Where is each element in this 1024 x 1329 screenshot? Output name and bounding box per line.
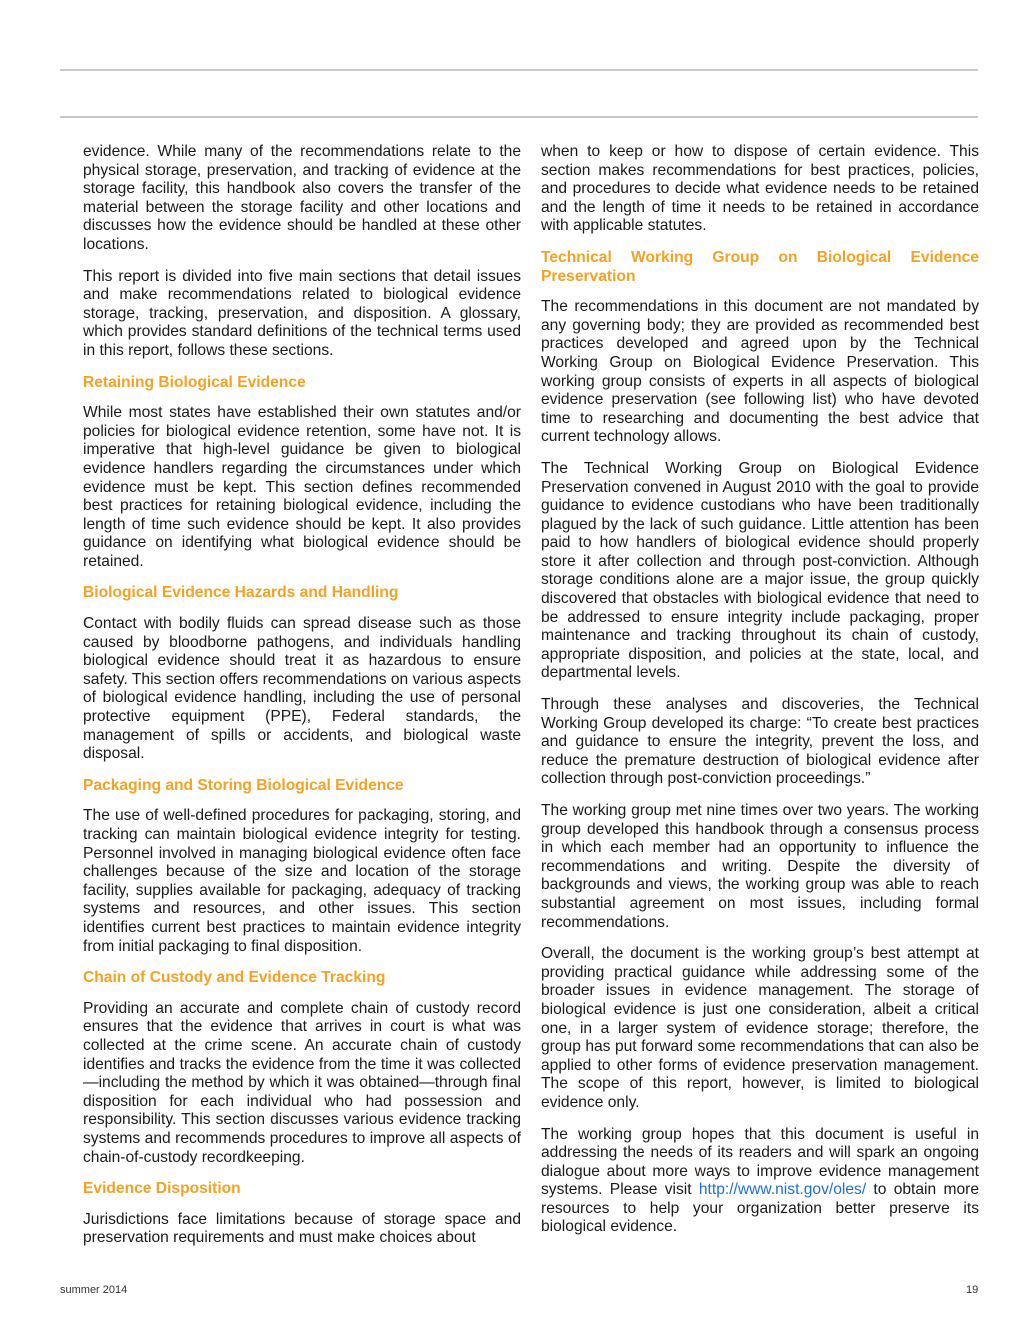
closing-text-after-link: to obtain more resources to help your organization better preserve its biological evidence.: [541, 1181, 979, 1236]
heading-technical-working-group: Technical Working Group on Biological Evidence Preservation: [541, 248, 979, 285]
footer-issue-label: summer 2014: [60, 1284, 128, 1296]
custody-paragraph: Providing an accurate and complete chain of custody record ensures that the evidence that arrives in court is what was collected at the crime scene. An accurate chain of custody identifies and tracks the evidence from the time it was collected—including the method by which it was obtained—through final disposition for each individual who had possession and responsibility. This section discusses various evidence tracking systems and recommends procedures to improve all aspects of chain-of-custody recordkeeping.: [83, 999, 521, 1166]
header-rule-top: [60, 69, 978, 71]
closing-paragraph: [541, 1126, 979, 1238]
nist-oles-link[interactable]: http://www.nist.gov/oles/: [698, 1181, 867, 1199]
twg-mandate-paragraph: The recommendations in this document are not mandated by any governing body; they are provided as recommended best practices developed and agreed upon by the Technical Working Group on Biological Evidence Preservation. This working group consists of experts in all aspects of biological evidence preservation (see following list) who have devoted time to researching and documenting the best advice that current technology allows.: [541, 298, 979, 446]
twg-convened-paragraph: The Technical Working Group on Biological Evidence Preservation convened in August 2010 with the goal to provide guidance to evidence custodians who have been traditionally plagued by the lack of such guidance. Little attention has been paid to how handlers of biological evidence should properly store it after collection and through post-conviction. Although storage conditions alone are a major issue, the group quickly discovered that obstacles with biological evidence that need to be addressed to ensure integrity include packaging, proper maintenance and tracking throughout its chain of custody, appropriate disposition, and policies at the state, local, and departmental levels.: [541, 459, 979, 682]
disposition-paragraph-continued: when to keep or how to dispose of certain evidence. This section makes recommendations for best practices, policies, and procedures to decide what evidence needs to be retained and the length of time it needs to be retained in accordance with applicable statutes.: [541, 143, 979, 235]
hazards-paragraph: Contact with bodily fluids can spread disease such as those caused by bloodborne pathogens, and individuals handling biological evidence should treat it as hazardous to ensure safety. This section offers recommendations on various aspects of biological evidence handling, including the use of personal protective equipment (PPE), Federal standards, the management of spills or accidents, and biological waste disposal.: [83, 615, 521, 763]
heading-chain-of-custody: Chain of Custody and Evidence Tracking: [83, 969, 386, 987]
footer-page-number: 19: [966, 1284, 979, 1296]
twg-meetings-paragraph: The working group met nine times over two years. The working group developed this handbook through a consensus process in which each member had an opportunity to influence the recommendations and writing. Despite the diversity of backgrounds and views, the working group was able to reach substantial agreement on most issues, including formal recommendations.: [541, 802, 979, 931]
disposition-paragraph: Jurisdictions face limitations because of storage space and preservation requirements and must make choices about: [83, 1210, 521, 1247]
closing-text-before-link: The working group hopes that this document is useful in addressing the needs of its readers and will spark an ongoing dialogue about more ways to improve evidence management systems. Please visit: [541, 1125, 979, 1199]
right-column: [541, 143, 979, 1250]
intro-paragraph-continued: evidence. While many of the recommendations relate to the physical storage, preservation, and tracking of evidence at the storage facility, this handbook also covers the transfer of the material between the storage facility and other locations and discusses how the evidence should be handled at these other locations.: [83, 143, 521, 253]
heading-packaging-and-storing: Packaging and Storing Biological Evidence: [83, 776, 404, 794]
heading-hazards-and-handling: Biological Evidence Hazards and Handling: [83, 584, 399, 602]
twg-charge-paragraph: Through these analyses and discoveries, the Technical Working Group developed its charge: “To create best practices and guidance to ensure the integrity, prevent the loss, and reduce the premature destruction of biological evidence after collection through post-conviction proceedings.”: [541, 696, 979, 788]
packaging-paragraph: The use of well-defined procedures for packaging, storing, and tracking can maintain biological evidence integrity for testing. Personnel involved in managing biological evidence often face challenges because of the size and location of the storage facility, supplies available for packaging, adequacy of tracking systems and resources, and other issues. This section identifies current best practices to maintain evidence integrity from initial packaging to final disposition.: [83, 807, 521, 955]
sections-overview-paragraph: This report is divided into five main sections that detail issues and make recommendations related to biological evidence storage, tracking, preservation, and disposition. A glossary, which provides standard definitions of the technical terms used in this report, follows these sections.: [83, 267, 521, 359]
heading-evidence-disposition: Evidence Disposition: [83, 1180, 241, 1198]
heading-retaining-biological-evidence: Retaining Biological Evidence: [83, 373, 306, 391]
retaining-paragraph: While most states have established their own statutes and/or policies for biological evidence retention, some have not. It is imperative that high-level guidance be given to biological evidence handlers regarding the circumstances under which evidence must be kept. This section defines recommended best practices for retaining biological evidence, including the length of time such evidence should be kept. It also provides guidance on identifying what biological evidence should be retained.: [83, 404, 521, 570]
header-rule-bottom: [60, 116, 978, 118]
left-column: [83, 143, 521, 1261]
overall-paragraph: Overall, the document is the working group’s best attempt at providing practical guidance while addressing some of the broader issues in evidence management. The storage of biological evidence is just one consideration, albeit a critical one, in a larger system of evidence storage; therefore, the group has put forward some recommendations that can also be applied to other forms of evidence preservation management. The scope of this report, however, is limited to biological evidence only.: [541, 945, 979, 1111]
